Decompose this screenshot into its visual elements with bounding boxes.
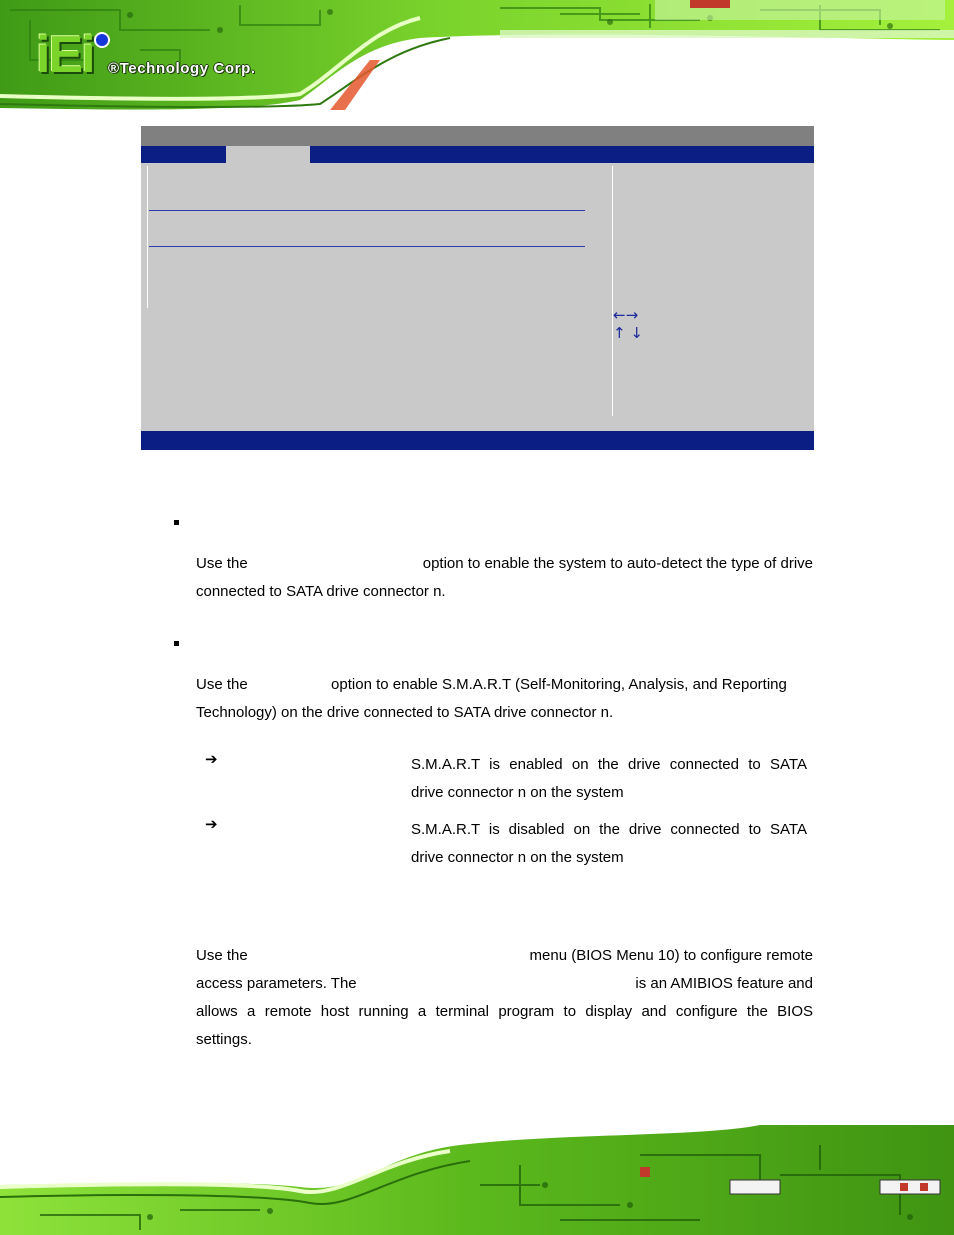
bios-screenshot bbox=[141, 126, 814, 450]
smart-disabled-description bbox=[411, 816, 807, 872]
text-span: Use the bbox=[196, 947, 248, 964]
bios-status-bar bbox=[141, 431, 814, 450]
smart-paragraph bbox=[196, 671, 813, 727]
arrow-bullet-icon: ➔ bbox=[205, 815, 218, 833]
bullet-marker bbox=[174, 641, 179, 646]
pcb-footer-graphic bbox=[0, 1125, 954, 1235]
text-span: option to enable the system to auto-detect the type of drive bbox=[422, 555, 813, 572]
text-span: menu (BIOS Menu 10) to configure remote bbox=[529, 947, 813, 964]
text-line: drive connector n on the system bbox=[411, 849, 624, 866]
bios-active-tab bbox=[226, 146, 310, 163]
text-line: S.M.A.R.T is enabled on the drive connected to SATA bbox=[411, 756, 807, 773]
smart-enabled-description bbox=[411, 751, 807, 807]
text-line: Use the option to enable S.M.A.R.T (Self-Monitoring, Analysis, and Reporting bbox=[196, 676, 787, 693]
remote-access-paragraph bbox=[196, 942, 813, 1054]
arrow-bullet-icon: ➔ bbox=[205, 750, 218, 768]
bios-nav-keys bbox=[613, 306, 643, 342]
bios-menu-tabs bbox=[141, 146, 814, 163]
bios-help-divider bbox=[612, 166, 613, 416]
bios-left-border bbox=[147, 166, 148, 308]
up-down-arrows-icon: ↑ ↓ bbox=[613, 324, 643, 342]
text-line: S.M.A.R.T is disabled on the drive connected to SATA bbox=[411, 821, 807, 838]
text-line: settings. bbox=[196, 1031, 252, 1048]
logo-iei-text: iEi bbox=[36, 26, 94, 84]
logo-dot-icon bbox=[94, 32, 110, 48]
text-line: connected to SATA drive connector n. bbox=[196, 583, 446, 600]
text-span: Use the bbox=[196, 555, 248, 572]
bios-separator-line bbox=[149, 246, 585, 247]
text-line: allows a remote host running a terminal program to display and configure the BIOS bbox=[196, 1003, 813, 1020]
bios-title-bar bbox=[141, 126, 814, 146]
logo-tagline: ®Technology Corp. bbox=[108, 60, 256, 77]
page-footer-banner bbox=[0, 1125, 954, 1235]
left-right-arrows-icon: ←→ bbox=[613, 306, 639, 324]
auto-detect-paragraph bbox=[196, 550, 813, 606]
bullet-marker bbox=[174, 520, 179, 525]
company-logo bbox=[36, 26, 296, 85]
text-line: drive connector n on the system bbox=[411, 784, 624, 801]
bios-separator-line bbox=[149, 210, 585, 211]
page-header-banner bbox=[0, 0, 954, 118]
text-span: is an AMIBIOS feature and bbox=[635, 975, 813, 992]
text-line: Technology) on the drive connected to SATA drive connector n. bbox=[196, 704, 614, 721]
text-span: access parameters. The bbox=[196, 975, 357, 992]
